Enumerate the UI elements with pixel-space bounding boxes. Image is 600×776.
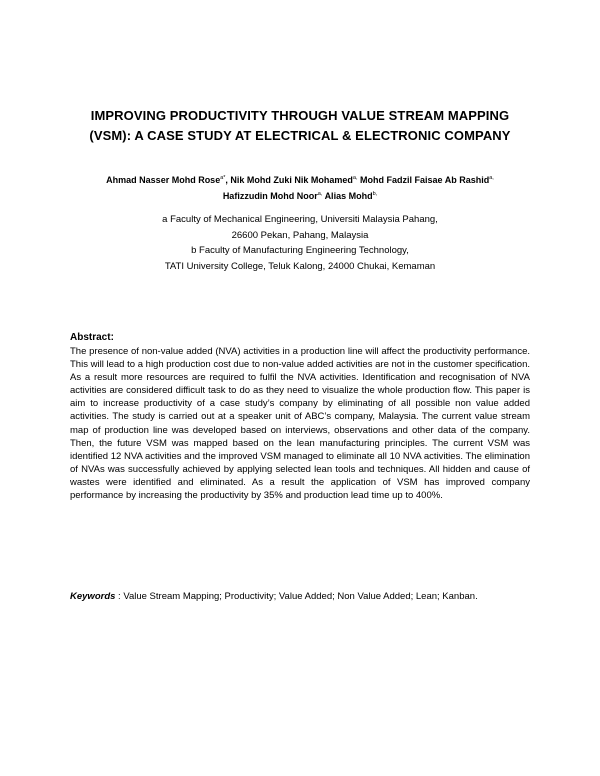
affiliation-line: a Faculty of Mechanical Engineering, Universiti Malaysia Pahang, [162,214,438,225]
affiliation-line: b Faculty of Manufacturing Engineering Technology, [191,245,409,256]
keywords-text: Value Stream Mapping; Productivity; Value Added; Non Value Added; Lean; Kanban. [123,591,478,602]
author-line-1 [70,172,530,188]
abstract-heading: Abstract: [70,332,114,343]
author-list [70,172,530,204]
author-affiliation-mark: a, [489,175,494,181]
title-line-1: IMPROVING PRODUCTIVITY THROUGH VALUE STREAM MAPPING [90,108,510,123]
author-affiliation-mark: b, [372,191,378,197]
author-name: Ahmad Nasser Mohd Rose [106,175,221,185]
author-line-2 [70,188,530,204]
keywords-section [70,589,530,604]
abstract-body: The presence of non-value added (NVA) activities in a production line will affect the productivity performance. This will lead to a high production cost due to non-value added activities are not in the customer specification. As a result more resources are required to fulfil the NVA activities. Identification and recognisation of NVA activities are considered difficult task to do as they need to visualize the whole production flow. This paper is aim to increase productivity of a case study’s company by eliminating of all possible non value added activities. The study is carried out at a speaker unit of ABC’s company, Malaysia. The current value stream map of production line was developed based on interviews, observations and other data of the company. Then, the future VSM was mapped based on the lean manufacturing principles. The current VSM was identified 12 NVA activities and the improved VSM managed to eliminate all 10 NVA activities. The elimination of NVAs was successfully achieved by applying selected lean tools and techniques. All hidden and cause of wastes were identified and eliminated. As a result the application of VSM has improved company performance by increasing the productivity by 35% and production lead time up to 400%. [70,346,530,502]
keywords-separator: : [115,591,124,602]
title-line-2: (VSM): A CASE STUDY AT ELECTRICAL & ELECTRONIC COMPANY [89,128,511,143]
author-name: Hafizzudin Mohd Noor [222,191,318,201]
author-affiliation-mark: a, [317,191,323,197]
keywords-label: Keywords [70,591,116,602]
author-name: Mohd Fadzil Faisae Ab Rashid [360,175,490,185]
paper-title [60,106,540,146]
author-name: Alias Mohd [324,191,373,201]
affiliation-line: 26600 Pekan, Pahang, Malaysia [231,229,369,241]
author-name: , Nik Mohd Zuki Nik Mohamed [225,175,353,185]
author-affiliation-mark: a, [352,175,358,181]
affiliation-line: TATI University College, Teluk Kalong, 24000 Chukai, Kemaman [164,260,436,272]
affiliations [120,212,480,274]
author-affiliation-mark: a* [220,175,226,181]
